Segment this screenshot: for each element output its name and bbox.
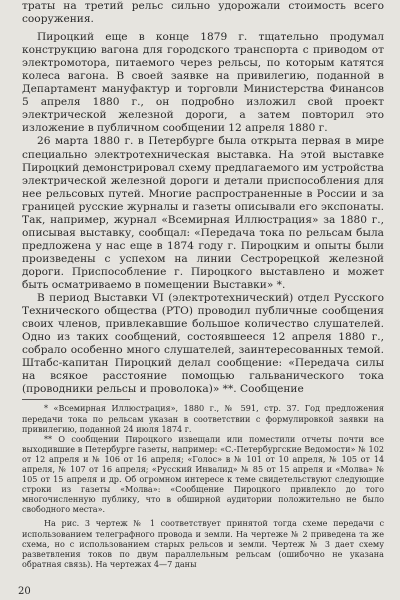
paragraph: Пироцкий еще в конце 1879 г. тщательно продумал конструкцию вагона для городского транспорта с приводом от электромотора, питаемого через рельсы, по которым катятся колеса вагона. В своей заявке на привилегию, поданной в Департамент мануфактур и торговли Министерства Финансов 5 апреля 1880 г., он подробно изложил свой проект электрической железной дороги, а затем повторил это изложение в публичном сообщении 12 апреля 1880 г. (22, 31, 384, 135)
paragraph: В период Выставки VI (электротехнический) отдел Русского Технического общества (РТО) проводил публичные сообщения своих членов, привлекавшие большое количество слушателей. Одно из таких сообщений, состоявшееся 12 апреля 1880 г., собрало особенно много слушателей, заинтересованных темой. Штабс-капитан Пироцкий делал сообщение: «Передача силы на всякое расстояние помощью гальванического тока (проводники рельсы и проволока)» **. Сообщение (22, 292, 384, 396)
paragraph: 26 марта 1880 г. в Петербурге была открыта первая в мире специально электротехническая выставка. На этой выставке Пироцкий демонстрировал схему предлагаемого им устройства электрической железной дороги и детали приспособления для нее рельсовых путей. Многие распространенные в России и за границей русские журналы и газеты описывали его экспонаты. Так, например, журнал «Всемирная Иллюстрация» за 1880 г., описывая выставку, сообщал: «Передача тока по рельсам была предложена у нас еще в 1874 году г. Пироцким и опыты были произведены с успехом на линии Сестрорецкой железной дороги. Приспособление г. Пироцкого выставлено и может быть осматриваемо в помещении Выставки» *. (22, 135, 384, 291)
main-text (22, 0, 384, 396)
page-number: 20 (18, 586, 31, 597)
footnote: * «Всемирная Иллюстрация», 1880 г., № 591, стр. 37. Год предложения передачи тока по рельсам указан в соответствии с формулировкой заявки на привилегию, поданной 24 июля 1874 г. (22, 403, 384, 434)
footnote: ** О сообщении Пироцкого извещали или поместили отчеты почти все выходившие в Петербурге газеты, например: «С.-Петербургские Ведомости» № 102 от 12 апреля и № 106 от 16 апреля; «Голос» в № 101 от 10 апреля, № 105 от 14 апреля, № 107 от 16 апреля; «Русский Инвалид» № 85 от 15 апреля и «Молва» № 105 от 15 апреля и др. Об огромном интересе к теме свидетельствуют следующие строки из газеты «Молва»: «Сообщение Пироцкого привлекло до того многочисленную публику, что в обширной аудитории положительно не было свободного места». (22, 433, 384, 515)
paragraph: траты на третий рельс сильно удорожали стоимость всего сооружения. (22, 0, 384, 26)
footnotes (22, 403, 384, 569)
footnote-divider (22, 399, 130, 400)
figure-note: На рис. 3 чертеж № 1 соответствует принятой тогда схеме передачи с использованием телеграфного провода и земли. На чертеже № 2 приведена та же схема, но с использованием старых рельсов и земли. Чертеж № 3 дает схему разветвления токов по двум параллельным рельсам (ошибочно не указана обратная связь). На чертежах 4—7 даны (22, 518, 384, 569)
